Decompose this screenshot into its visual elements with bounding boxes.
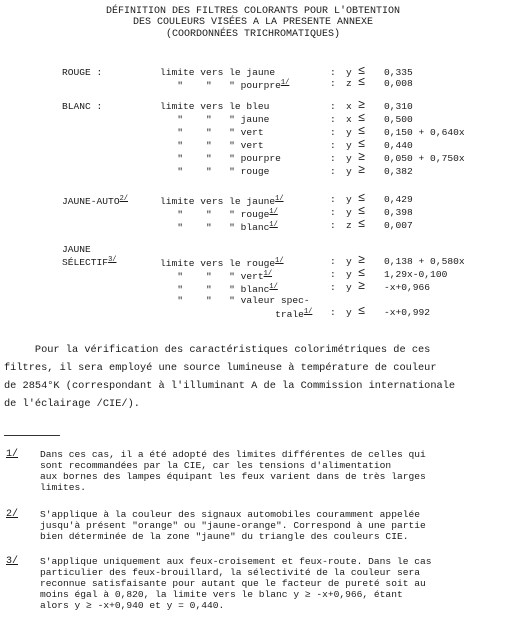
row-coordinate: z [346,220,352,231]
row-limit: limite vers le jaune [160,67,276,78]
row-colon: : [330,114,336,125]
row-coordinate: y [346,256,352,267]
row-limit: " " " rouge [160,166,270,177]
footnote-line: Dans ces cas, il a été adopté des limites différentes de celles qui [40,449,426,460]
footnote-line: S'applique uniquement aux feux-croisement et feux-route. Dans le cas [40,556,432,567]
row-colon: : [330,78,336,89]
row-operator: ≤ [358,204,366,218]
footnote-number: 3/ [6,556,19,567]
row-limit: " " " rouge$^{1/}$ [160,208,278,221]
row-limit: " " " vert$^{1/}$ [160,270,273,283]
row-limit: limite vers le jaune$^{1/}$ [160,195,284,208]
row-coordinate: y [346,166,352,177]
footnote-line: limites. [40,482,87,493]
footnote-line: particulier des feux-brouillard, la sélectivité de la couleur sera [40,567,420,578]
footnote-line: alors y ≥ -x+0,940 et y = 0,440. [40,600,225,611]
row-colon: : [330,140,336,151]
group-label-jaune-selectif-2: $SÉLECTIF^{3/}$ [62,256,117,269]
footnote-number: 1/ [6,449,19,460]
row-coordinate: y [346,207,352,218]
row-coordinate: y [346,67,352,78]
footnote-line: S'applique à la couleur des signaux automobiles couramment appelée [40,509,420,520]
row-colon: : [330,194,336,205]
row-limit: " " " jaune [160,114,270,125]
row-coordinate: y [346,140,352,151]
row-operator: ≥ [358,163,366,177]
group-label-jaune-selectif-1: JAUNE [62,244,91,255]
group-label-jaune-auto: JAUNE-$AUTO^{2/}$ [62,195,128,208]
row-colon: : [330,67,336,78]
row-operator: ≤ [358,217,366,231]
row-operator: ≥ [358,150,366,164]
row-limit: " " " pourpre$^{1/}$ [160,79,290,92]
row-value: 0,150 + 0,640x [384,127,465,138]
row-value: 0,007 [384,220,413,231]
row-colon: : [330,153,336,164]
row-coordinate: y [346,307,352,318]
row-operator: ≤ [358,191,366,205]
row-limit: " " " vert [160,140,264,151]
row-colon: : [330,166,336,177]
row-value: 0,440 [384,140,413,151]
row-value: 0,429 [384,194,413,205]
row-colon: : [330,256,336,267]
row-coordinate: z [346,78,352,89]
row-operator: ≥ [358,98,366,112]
footnote-ref: 1/ [269,221,278,229]
footnote-ref: 1/ [263,270,273,278]
paragraph-line-4: de l'éclairage /CIE/). [4,398,140,410]
paragraph-line-1: Pour la vérification des caractéristiques colorimétriques de ces [4,344,431,356]
footnote-separator [4,435,60,436]
row-limit: " " " blanc$^{1/}$ [160,221,278,234]
row-coordinate: x [346,101,352,112]
row-colon: : [330,269,336,280]
row-operator: ≤ [358,266,366,280]
row-limit: trale$^{1/}$ [160,308,313,321]
row-value: 0,138 + 0,580x [384,256,465,267]
row-coordinate: y [346,269,352,280]
footnote-line: jusqu'à présent "orange" ou "jaune-orange". Correspond à une partie [40,520,426,531]
group-label-rouge: ROUGE : [62,67,103,78]
title-line-2: DES COULEURS VISÉES A LA PRESENTE ANNEXE [132,17,374,28]
row-value: 1,29x-0,100 [384,269,448,280]
row-value: 0,398 [384,207,413,218]
footnote-ref: 1/ [275,195,284,203]
row-limit: " " " blanc$^{1/}$ [160,283,278,296]
footnote-ref: 1/ [303,308,313,316]
row-value: 0,335 [384,67,413,78]
row-value: -x+0,966 [384,282,431,293]
row-operator: ≤ [358,64,366,78]
row-value: 0,050 + 0,750x [384,153,465,164]
row-value: 0,382 [384,166,413,177]
row-limit: " " " vert [160,127,264,138]
row-colon: : [330,282,336,293]
footnote-ref: 1/ [269,283,278,291]
footnote-line: reconnue satisfaisante pour autant que le facteur de pureté soit au [40,578,426,589]
footnote-line: moins égal à 0,820, la limite vers le blanc y ≥ -x+0,966, étant [40,589,403,600]
row-colon: : [330,207,336,218]
row-limit: " " " pourpre [160,153,281,164]
footnote-number: 2/ [6,509,19,520]
row-value: 0,310 [384,101,413,112]
footnote-ref: 1/ [280,79,290,87]
row-operator: ≤ [358,75,366,89]
paragraph-line-3: de 2854°K (correspondant à l'illuminant A de la Commission internationale [4,380,456,392]
row-value: 0,008 [384,78,413,89]
row-colon: : [330,127,336,138]
row-operator: ≥ [358,279,366,293]
row-coordinate: x [346,114,352,125]
group-label-blanc: BLANC : [62,101,103,112]
footnote-line: bien déterminée de la zone "jaune" du triangle des couleurs CIE. [40,531,409,542]
row-coordinate: y [346,127,352,138]
row-limit: limite vers le bleu [160,101,270,112]
footnote-line: aux bornes des lampes équipant les feux varient dans de très larges [40,471,426,482]
row-colon: : [330,101,336,112]
row-coordinate: y [346,153,352,164]
row-value: -x+0,992 [384,307,431,318]
row-value: 0,500 [384,114,413,125]
row-colon: : [330,220,336,231]
row-coordinate: y [346,282,352,293]
title-line-1: DÉFINITION DES FILTRES COLORANTS POUR L'OBTENTION [105,6,401,17]
row-operator: ≤ [358,137,366,151]
row-limit: limite vers le rouge$^{1/}$ [160,257,284,270]
footnote-line: sont recommandées par la CIE, car les tensions d'alimentation [40,460,392,471]
row-colon: : [330,307,336,318]
footnote-ref: 1/ [269,208,278,216]
paragraph-line-2: filtres, il sera employé une source lumineuse à température de couleur [4,362,437,374]
footnote-ref: 1/ [275,257,284,265]
row-operator: ≥ [358,253,366,267]
title-line-3: (COORDONNÉES TRICHROMATIQUES) [165,29,341,40]
row-operator: ≤ [358,111,366,125]
row-coordinate: y [346,194,352,205]
row-operator: ≤ [358,304,366,318]
row-operator: ≤ [358,124,366,138]
row-limit: " " " valeur spec- [160,295,310,306]
